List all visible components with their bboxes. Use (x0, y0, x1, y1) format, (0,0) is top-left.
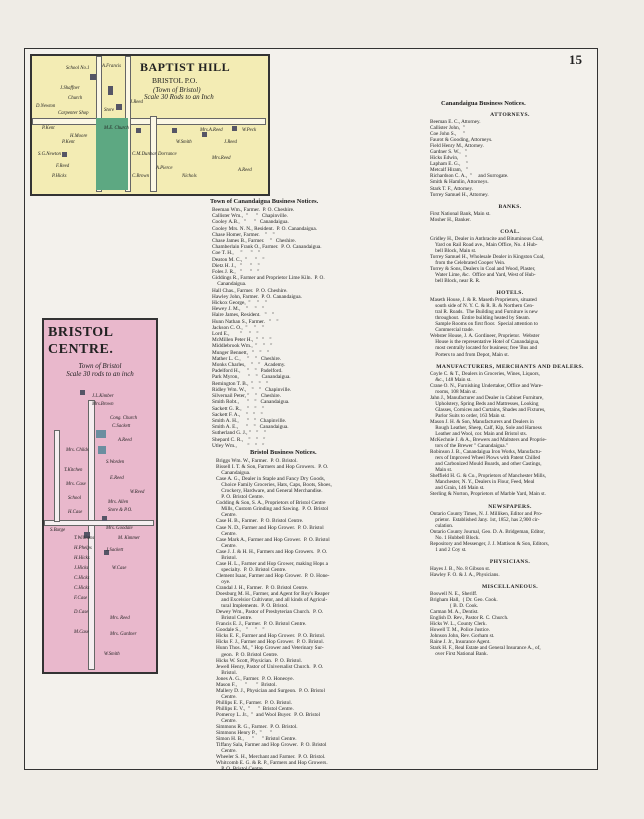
notice-entry: Choice Family Groceries, Hats, Caps, Boots, Shoes, (216, 482, 332, 489)
notice-entry: { B. D. Cook. (430, 603, 479, 610)
map-label: T.Kitchen (64, 468, 83, 473)
notice-entry: Lord E., " " " (212, 331, 259, 338)
section-entries (430, 211, 590, 223)
map-label: F.Case (74, 596, 88, 601)
map-label: S.G.Newton (38, 152, 61, 157)
notice-entry: Jones A. G., Farmer. P. O. Honeoye. (216, 675, 294, 682)
notice-entry: Torrey Samuel H., Attorney. (430, 191, 489, 198)
notice-entry: Richardson C. A., " and Surrogate. (430, 173, 509, 180)
notice-entry: Mosher H., Banker. (430, 216, 471, 223)
section-entries (430, 371, 590, 498)
notice-entry: Brigham Hall, { Dr. Geo. Cook. (430, 597, 498, 603)
map-label: H.Phelps (74, 546, 92, 551)
notice-entry: Deaton M. C., " " " (212, 256, 265, 263)
map-label: Church (68, 96, 83, 101)
notice-entry: Crane O. N., Furnishing Undertaker, Office and Ware- (430, 382, 543, 389)
map-label: C.Sackett (112, 424, 131, 429)
notice-entry: Commercial trade. (430, 327, 474, 334)
notice-entry: Francis E. J., Farmer. P. O. Bristol Centre. (216, 621, 307, 628)
map-label: E.Reed (110, 476, 124, 481)
notice-entry: Smith A. H., " " Chapinville. (212, 417, 287, 424)
section-heading: MANUFACTURERS, MERCHANTS AND DEALERS. (436, 363, 584, 370)
notice-entry: Hunn Nathan S., Farmer. " " (212, 318, 279, 325)
notice-entry: Jahn J., Manufacturer and Dealer in Cabinet Furniture, (430, 394, 544, 401)
notice-entry: Sackett F. A., " " " (212, 411, 263, 418)
map-label: H.Hicks (74, 556, 90, 561)
map-label: C.M.Dunbar (132, 152, 157, 157)
notice-entry: and Carbonized Mould Boards, and other Castings, (430, 461, 542, 468)
map-label: S.Burge (50, 528, 66, 533)
map-label: Cong. Church (110, 416, 138, 421)
notice-entry: geon. P. O. Bristol Centre. (216, 651, 279, 658)
notice-entry: Simmons R. G., Farmer. P. O. Bristol. (216, 724, 298, 731)
town-notices-title: Town of Canandaigua Business Notices. (210, 198, 319, 205)
canandaigua-notices-title: Canandaigua Business Notices. (441, 100, 526, 107)
notice-entry: 1 and 2 Coy st. (430, 546, 467, 553)
section-heading: HOTELS. (496, 290, 524, 297)
notice-entry: Centre. (216, 530, 237, 537)
bristol-notices-list (216, 458, 332, 772)
notice-entry: Beeman Wm., Farmer. P. O. Cheshire. (212, 207, 295, 213)
baptist-hill-scale: Scale 30 Rods to an Inch (144, 93, 214, 101)
notice-entry: Ontario County Times, N. J. Milliken, Editor and Pro- (430, 510, 543, 517)
map-label: Store (104, 108, 114, 113)
notice-entry: Hayes J. B., No. 8 Gibson st. (430, 565, 491, 572)
notice-entry: McMillen Peter H., " " " (212, 337, 272, 344)
notice-entry: Gridley H., Dealer in Anthracite and Bituminous Coal, (430, 235, 544, 242)
map-label: J.Sackett (106, 548, 124, 553)
notice-entry: Stark H. F., Real Estate and General Insurance A., of, (430, 645, 541, 652)
section-entries (430, 591, 590, 658)
notice-entry: First National Bank, Main st. (430, 210, 491, 217)
map-label: A.Pierce (156, 166, 173, 171)
notice-entry: English D. Rev., Pastor R. C. Church. (430, 615, 509, 622)
map-label: Mrs. Gardner (110, 632, 137, 637)
notice-entry: Robinson J. B., Canandaigua Iron Works, Manufactu- (430, 449, 542, 456)
baptist-hill-po: BRISTOL P.O. (152, 76, 198, 85)
notice-entry: culation. (430, 522, 454, 529)
notice-entry: bell Block, near R. R. (430, 278, 481, 285)
notice-entry: Hall Chas., Farmer. P. O. Cheshire. (212, 287, 288, 294)
map-label: Mrs. Allen (108, 500, 129, 505)
notice-entry: Coe John S., " (430, 131, 465, 138)
map-label: W.Reed (130, 490, 145, 495)
notice-entry: Pomeroy L. Jr., " and Wool Buyer. P. O. Bristol (216, 711, 321, 718)
notice-entry: Simon H. B., " " Bristol Centre. (216, 736, 297, 743)
notice-entry: Hicks Edwin, " (430, 155, 467, 162)
notice-entry: Canandaigua. (216, 470, 251, 477)
map-label: J.Hicks (74, 566, 89, 571)
notice-entry: Webster House, J. A. Gordineer, Proprietor. Webster (430, 333, 540, 340)
notice-entry: Jackson C. O., " " " (212, 324, 264, 331)
map-label: M.E. Church (104, 126, 129, 131)
section-heading: ATTORNEYS. (490, 112, 530, 118)
notice-entry: No. 1 Hubbell Block. (430, 534, 480, 541)
notice-entry: Goodale S., " " " (216, 627, 265, 634)
map-label: Mrs. Childs (66, 448, 89, 453)
map-label: M. Kimmer (118, 536, 140, 541)
map-label: J.Reed (130, 100, 143, 105)
notice-entry: Maseth House, J. & R. Maseth Proprietors, situated (430, 297, 537, 304)
notice-entry: Ridley Wm. W., " " Chapinville. (212, 386, 292, 393)
notice-entry: Johnson John, Rev. Gorham st. (430, 633, 495, 640)
section-heading: NEWSPAPERS. (488, 503, 532, 510)
notice-entry: Utley Wm., " " " (212, 442, 265, 449)
canandaigua-notices-sections (430, 110, 590, 657)
notice-entry: Main st. (430, 467, 453, 474)
town-notices-list (212, 207, 325, 449)
notice-entry: Mallery D. J., Physician and Surgeon. P. O. Bristol (216, 687, 325, 694)
notice-entry: Hawley John, Farmer. P. O. Canandaigua. (212, 293, 302, 300)
notice-entry: Case H. L., Farmer and Hop Grower, making Hops a (216, 560, 329, 567)
notice-entry: most centrally located for business; free 'Bus and (430, 345, 538, 352)
baptist-hill-map (30, 54, 270, 196)
notice-entry: Simmons Henry P., " " (216, 730, 272, 737)
notice-entry: Phillips E. V., " " Bristol Centre. (216, 705, 294, 712)
notice-entry: Canandaigua. (212, 281, 247, 288)
notice-entry: Hawley F. O. & J. A., Physicians. (430, 571, 500, 578)
page-number: 15 (569, 52, 582, 67)
notice-entry: Munger Bennett, " " " (212, 349, 269, 356)
notice-entry: Gardner S. W., " (430, 149, 467, 156)
notice-entry: Hickox George, " " " (212, 300, 267, 307)
notice-entry: Giddings R., Farmer and Proprietor Lime Kiln. P. O. (212, 275, 325, 282)
notice-entry: Cooley A.B., " " Canandaigua. (212, 219, 289, 226)
map-label: A.Francis (102, 64, 122, 69)
notice-entry: McKechnie J. & A., Brewers and Maltsters and Proprie- (430, 437, 547, 444)
section-entries (430, 566, 590, 578)
map-label: W.Peck (242, 128, 257, 133)
notice-entry: Callister Wm., " " Chapinville. (212, 213, 288, 220)
notice-entry: Clement Isaac, Farmer and Hop Grower. P. O. Hone- (216, 572, 330, 579)
notice-entry: Briggs Wm. W., Farmer. P. O. Bristol. (216, 458, 298, 464)
notice-entry: Coyle C. & T., Dealers in Groceries, Wines, Liquors, (430, 370, 540, 377)
notice-entry: Case H. B., Farmer. P. O. Bristol Centre. (216, 518, 304, 525)
map-label: Carpenter Shop (58, 111, 89, 116)
notice-entry: Codding & Son, S. A., Proprietors of Bristol Centre (216, 500, 326, 507)
notice-entry: Case N. D., Farmer and Hop Grower. P. O. Bristol (216, 524, 324, 531)
notice-entry: Rough Leather, Sheep, Calf, Kip, Sole and Harness (430, 424, 542, 431)
section-entries (430, 119, 590, 198)
notice-entry: Mason F., " " Bristol. (216, 681, 277, 688)
notice-entry: Stark T. F., Attorney. (430, 185, 474, 192)
notice-entry: P. O. Bristol Centre. (216, 494, 264, 501)
map-label: J.Reed (224, 140, 237, 145)
section-entries (430, 511, 590, 553)
map-label: P.Kent (42, 126, 55, 131)
map-label: Dorrance (158, 152, 177, 157)
notice-entry: Sheffield H. G. & Co., Proprietors of Manchester Mills, (430, 473, 546, 480)
notice-entry: Coe T. H., " " " (212, 250, 261, 257)
notice-entry: Callister John, " (430, 125, 465, 132)
map-label: Mrs.Reed (212, 156, 231, 161)
map-label: A.Reed (118, 438, 132, 443)
notice-entry: Centre. (216, 542, 237, 549)
notice-entry: Mason J. H. & Son, Manufacturers and Dealers in (430, 418, 534, 425)
baptist-hill-title: BAPTIST HILL (140, 60, 231, 74)
notice-entry: Bristol. (216, 554, 238, 561)
map-label: C.Hicks (74, 586, 90, 591)
notice-entry: Centre. (216, 512, 237, 519)
map-label: W.Case (112, 566, 127, 571)
notice-entry: Upholstery, Spring Beds and Mattresses, Looking (430, 400, 539, 407)
map-label: School (68, 496, 82, 501)
notice-entry: Wheeler S. H., Merchant and Farmer. P. O. Bristol. (216, 754, 326, 761)
notice-entry: specialty. P. O. Bristol Centre. (216, 566, 287, 573)
notice-entry: House is the representative Hotel of Canandaigua, (430, 339, 540, 346)
notice-entry: Manchester, N. Y., Dealers in Flour, Feed, Meal (430, 479, 535, 486)
section-heading: MISCELLANEOUS. (481, 583, 539, 590)
bristol-centre-town: Town of Bristol (78, 362, 122, 370)
notice-entry: Boswell N. E., Sheriff. (430, 590, 478, 597)
notice-entry: throughout. Entire building heated by Steam. (430, 315, 530, 322)
map-label: P.Hicks (52, 174, 67, 179)
notice-entry: Dietz H. J., " " " (212, 262, 260, 269)
map-label: W.Smith (176, 140, 192, 145)
notice-entry: Phillips E. F., Farmer. P. O. Bristol. (216, 699, 293, 706)
notice-entry: Crandal J. H., Farmer. P. O. Bristol Centre. (216, 584, 309, 591)
notice-entry: Field Henry M., Attorney. (430, 143, 484, 150)
notice-entry: Hicks W. L., County Clerk. (430, 621, 487, 628)
notice-entry: Raine J. Jr., Insurance Agent. (430, 639, 491, 646)
bristol-centre-scale: Scale 30 rods to an inch (66, 370, 134, 378)
notice-entry: and Excelsior Cultivator, and all kinds of Agricul- (216, 597, 328, 604)
notice-entry: rooms, 108 Main st. (430, 388, 477, 395)
notice-entry: oye. (216, 578, 231, 585)
notice-entry: Leather and Wool, cor. Main and Bristol sts. (430, 431, 527, 438)
map-label: H.Case (68, 510, 83, 515)
notice-entry: Beeman E. C., Attorney. (430, 119, 481, 125)
notice-entry: Smith A. E., " " Canandaigua. (212, 424, 289, 431)
notice-entry: Torrey Samuel H., Wholesale Dealer in Kingston Coal, (430, 253, 545, 260)
map-label: T.Williams (74, 536, 95, 541)
map-label: A.Reed (238, 168, 252, 173)
section-entries (430, 297, 590, 357)
notice-entry: P. O. Bristol Centre. (216, 766, 264, 773)
notice-entry: Park Myron, " " Canandaigua. (212, 374, 291, 381)
notice-entry: Water Lime, &c. Office and Yard, West of Hub- (430, 271, 536, 278)
notice-entry: Dewey Wm., Pastor of Presbyterian Church. P. O. (216, 609, 324, 616)
notice-entry: Ontario County Journal, Geo. D. A. Bridgeman, Editor, (430, 528, 545, 535)
notice-entry: south side of N. Y. C. & R. R. & Northern Cen- (430, 303, 534, 310)
map-label: C.Hicks (74, 576, 90, 581)
notice-entry: Centre. (216, 748, 237, 755)
notice-entry: Mills, Custom Grinding and Sawing. P. O. Bristol (216, 506, 329, 513)
bristol-centre-map (42, 318, 158, 674)
notice-entry: Carman M. A., Dentist. (430, 609, 479, 616)
map-label: P.Kent (62, 140, 75, 145)
map-label: D.Newton (36, 104, 56, 109)
notice-entry: Porters to and from Depot, Main st. (430, 351, 509, 358)
notice-entry: Sackett G. R., " " " (212, 405, 264, 412)
notice-entry: Sample Rooms on first floor. Special attention to (430, 321, 538, 328)
notice-entry: Repository and Messenger, J. J. Mattison & Son, Editors, (430, 540, 549, 547)
notice-entry: rers of Improved Wheel Plows with Patent Chilled (430, 455, 541, 462)
notice-entry: Smith & Hamlin, Attorneys. (430, 179, 489, 186)
notice-entry: Bristol Centre. (216, 615, 253, 622)
map-label: Mrs. Goodale (106, 526, 133, 531)
notice-entry: Case A. G., Dealer in Staple and Fancy Dry Goods, (216, 476, 326, 483)
notice-entry: Remington T. B., " " " (212, 380, 269, 387)
notice-entry: &c., 148 Main st. (430, 376, 472, 383)
notice-entry: Bristol. (216, 669, 238, 676)
notice-entry: Padelford H., " " Padelford. (212, 368, 283, 375)
map-label: J.L.Kimber (92, 394, 114, 399)
bristol-centre-title: BRISTOL CENTRE. (48, 325, 114, 357)
section-heading: BANKS. (498, 203, 522, 210)
map-label: Mrs. Case (66, 482, 86, 487)
notice-entry: Centre. (216, 718, 237, 725)
notice-entry: over First National Bank. (430, 651, 488, 658)
notice-entry: Hunn Thos. M., " Hop Grower and Veterinary Sur- (216, 645, 324, 652)
section-heading: PHYSICIANS. (489, 558, 531, 565)
notice-entry: Foles J. R., " " " (212, 269, 260, 276)
notice-entry: Smith Robt., " " Canandaigua. (212, 399, 290, 406)
notice-entry: tural Implements. P. O. Bristol. (216, 603, 289, 610)
notice-entry: bell Block, Main st. (430, 247, 477, 254)
notice-entry: Hewey J. M., " " " (212, 306, 265, 313)
map-label: Mrs.A.Reed (200, 128, 223, 133)
notice-entry: Whitcomb E. G. & R. P., Farmers and Hop Growers. (216, 760, 328, 767)
notice-entry: Yard on Rail Road ave., Main Office, No. 4 Hub- (430, 241, 538, 248)
notice-entry: Sutherland G. J., " " " (212, 430, 266, 437)
notice-entry: Haire James, Resident. " " (212, 312, 275, 319)
map-label: Store & P.O. (108, 508, 133, 513)
notice-entry: Hicks W. Scott, Physician. P. O. Bristol. (216, 657, 303, 664)
notice-entry: Hicks E. F., Farmer and Hop Grower. P. O. Bristol. (216, 633, 326, 640)
notice-entry: Doesburg M. H., Farmer, and Agent for Roy's Reaper (216, 591, 330, 598)
notice-entry: Silvernail Peter, " " Cheshire. (212, 393, 281, 400)
map-label: H.Moore (70, 134, 88, 139)
notice-entry: Lapham E. G., " (430, 161, 468, 168)
notice-entry: Chase Homer, Farmer. " " (212, 231, 275, 238)
notice-entry: Chamberlain Frank O., Farmer. P. O. Canandaigua. (212, 244, 322, 251)
notice-entry: prietor. Established Jany. 1st, 1852, has 2,900 cir- (430, 516, 540, 523)
notice-entry: Sterling & Norton, Proprietors of Marble Yard, Main st. (430, 491, 546, 498)
notice-entry: tors of the Brewer " Canandaigua." (430, 443, 508, 450)
notice-entry: Tiffany Sala, Farmer and Hop Grower. P. O. Bristol (216, 742, 327, 749)
notice-entry: Jewell Henry, Pastor of Universalist Church. P. O. (216, 663, 324, 670)
section-entries (430, 236, 590, 284)
notice-entry: Monks Charles, " " Academy. (212, 362, 286, 369)
map-label: F.Reed (56, 164, 70, 169)
map-label: J.Shaffner (60, 86, 80, 91)
notice-entry: Mather L. C., " " Cheshire. (212, 355, 282, 362)
notice-entry: Metcalf Hiram, " (430, 167, 468, 174)
notice-entry: Case Mark A., Farmer and Hop Grower. P. O. Bristol (216, 536, 330, 543)
notice-entry: Cooley Mrs. N. N., Resident. P. O. Canandaigua. (212, 225, 318, 232)
notice-entry: Faurot & Gooding, Attorneys. (430, 137, 493, 144)
notice-entry: Hicks F. J., Farmer and Hop Grower. P. O. Bristol. (216, 639, 325, 646)
notice-entry: tral R. Roads. The Building and Furniture is new (430, 309, 538, 316)
notice-entry: Middlebrook Wm., " " " (212, 343, 273, 350)
map-label: C.Brown (132, 174, 150, 179)
map-label: S.Worden (106, 460, 125, 465)
notice-entry: Chase James B., Farmer. " Cheshire. (212, 238, 296, 245)
map-label: Nichols (182, 174, 197, 179)
notice-entry: Case J. J. & H. H., Farmers and Hop Growers. P. O. (216, 548, 328, 555)
notice-entry: Glasses, Cornices and Curtains, Shades and Fixtures, (430, 406, 546, 413)
map-label: M.Case (74, 630, 89, 635)
notice-entry: Parlor Suits to order, 163 Main st. (430, 412, 506, 419)
map-label: Mrs. Reed (110, 616, 130, 621)
notice-entry: Bissell I. T. & Son, Farmers and Hop Growers. P. O. (216, 464, 329, 471)
baptist-hill-town: (Town of Bristol) (153, 86, 201, 94)
map-label: Mrs.Brown (92, 402, 114, 407)
notice-entry: from the Celebrated Cooper Vein. (430, 259, 506, 266)
notice-entry: Howell T. M., Police Justice. (430, 627, 491, 634)
section-heading: COAL. (500, 228, 520, 235)
map-label: School No.1 (66, 66, 90, 71)
map-label: W.Smith (104, 652, 120, 657)
notice-entry: Centre. (216, 693, 237, 700)
notice-entry: Shepard C. R., " " " (212, 436, 266, 443)
notice-entry: Crockery, Hardware, and General Merchandise. (216, 488, 323, 495)
map-label: D.Case (74, 610, 89, 615)
notice-entry: Torrey & Sons, Dealers in Coal and Wood, Plaster, (430, 265, 536, 272)
notice-entry: and Grain, 146 Main st. (430, 485, 485, 492)
bristol-notices-title: Bristol Business Notices. (250, 449, 317, 456)
